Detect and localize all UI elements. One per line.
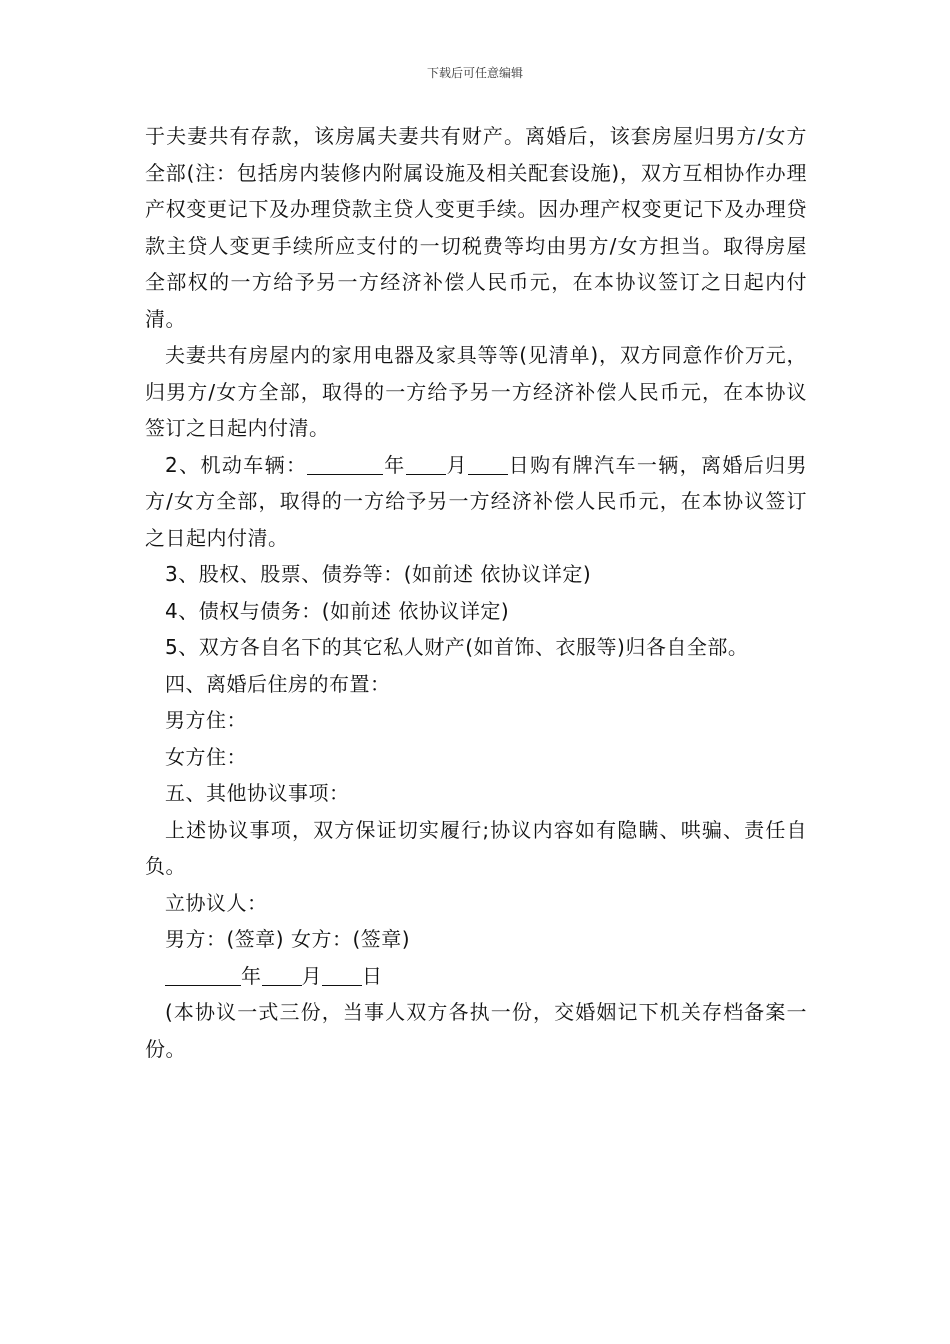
paragraph-guarantee: 上述协议事项，双方保证切实履行;协议内容如有隐瞒、哄骗、责任自负。 (145, 817, 807, 878)
blank-day (468, 450, 508, 475)
blank-sign-month (262, 961, 302, 986)
vehicle-prefix: 2、机动车辆： (165, 452, 308, 477)
document-body (145, 118, 807, 1067)
paragraph-house-ownership: 于夫妻共有存款，该房属夫妻共有财产。离婚后，该套房屋归男方/女方全部(注：包括房内装修内附属设施及相关配套设施)，双方互相协作办理产权变更记下及办理贷款主贷人变更手续。因办理产权变更记下及办理贷款主贷人变更手续所应支付的一切税费等均由男方/女方担当。取得房屋全部权的一方给予另一方经济补偿人民币元，在本协议签订之日起内付清。 (145, 124, 807, 331)
section-housing: 四、离婚后住房的布置： (165, 671, 391, 696)
blank-sign-year (165, 961, 241, 986)
paragraph-appliances: 夫妻共有房屋内的家用电器及家具等等(见清单)，双方同意作价万元，归男方/女方全部，取得的一方给予另一方经济补偿人民币元，在本协议签订之日起内付清。 (145, 343, 807, 440)
paragraph-male-residence: 男方住： (165, 708, 247, 732)
paragraph-vehicle (145, 447, 807, 557)
paragraph-signatures: 男方：(签章) 女方：(签章) (165, 927, 411, 951)
blank-month (406, 450, 446, 475)
date-day-label: 日 (362, 963, 383, 988)
paragraph-equity: 3、股权、股票、债券等：(如前述 依协议详定) (165, 562, 592, 586)
blank-sign-day (322, 961, 362, 986)
paragraph-date (145, 958, 807, 995)
vehicle-year-label: 年 (383, 452, 406, 477)
section-other-matters: 五、其他协议事项： (165, 781, 350, 805)
paragraph-copies: (本协议一式三份，当事人双方各执一份，交婚姻记下机关存档备案一份。 (145, 1000, 807, 1061)
paragraph-personal-property: 5、双方各自名下的其它私人财产(如首饰、衣服等)归各自全部。 (165, 635, 749, 659)
vehicle-rest: 日购有牌汽车一辆，离婚后归男方/女方全部，取得的一方给予另一方经济补偿人民币元，在本协议签订之日起内付清。 (145, 452, 808, 550)
paragraph-female-residence: 女方住： (165, 744, 247, 769)
date-month-label: 月 (301, 963, 322, 988)
blank-year (307, 450, 383, 475)
paragraph-signatories: 立协议人： (165, 890, 268, 915)
vehicle-month-label: 月 (445, 452, 468, 477)
page-header: 下载后可任意编辑 (426, 66, 523, 80)
date-year-label: 年 (241, 963, 262, 988)
paragraph-debts: 4、债权与债务：(如前述 依协议详定) (165, 598, 510, 623)
